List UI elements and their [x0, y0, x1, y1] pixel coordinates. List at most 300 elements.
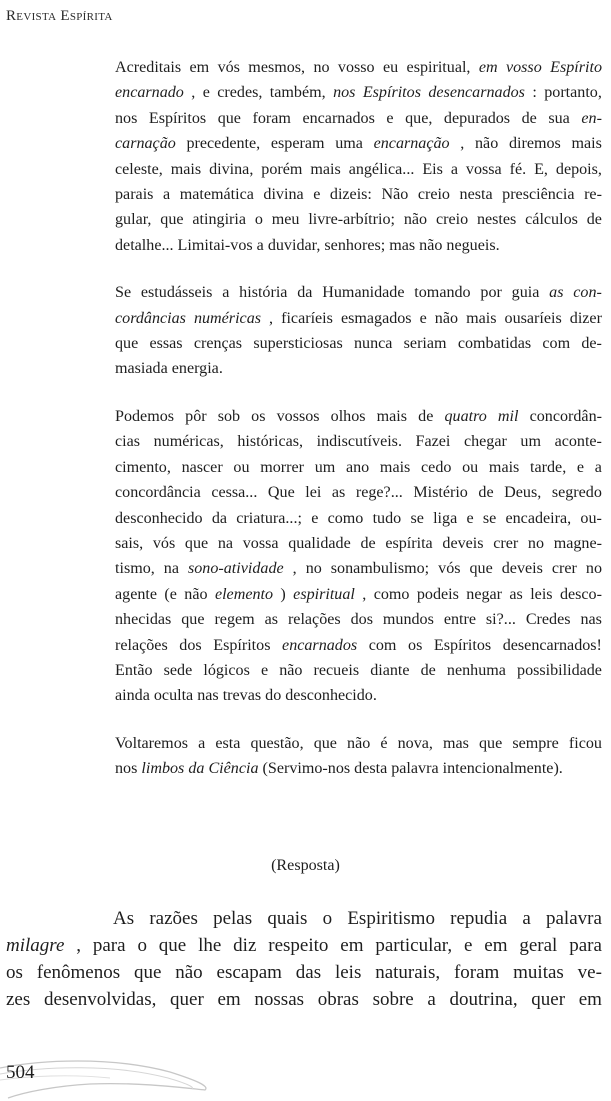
text-run: ficou: [568, 734, 602, 752]
text-run: e: [463, 935, 473, 956]
text-run: dizer: [569, 309, 602, 327]
text-run: no: [305, 560, 322, 578]
text-run: as: [331, 484, 346, 502]
text-line: [115, 233, 602, 258]
text-run: mas: [442, 734, 469, 752]
text-run: também,: [269, 84, 326, 102]
text-run: vosso: [337, 59, 375, 76]
text-run: pôr: [185, 407, 207, 425]
text-run: particular,: [375, 935, 453, 956]
text-run: fenômenos: [36, 962, 121, 983]
text-run: foram: [453, 962, 500, 983]
text-run: milagre: [6, 935, 65, 956]
text-run: esmagados: [340, 309, 412, 327]
quote-paragraph: [115, 280, 602, 382]
text-run: das: [295, 962, 322, 983]
text-run: as: [549, 284, 564, 302]
text-run: gular,: [115, 211, 152, 229]
text-run: quais: [267, 908, 308, 929]
text-run: encarnados: [302, 109, 375, 127]
text-run: magne-: [553, 534, 602, 552]
text-run: essas: [149, 335, 183, 353]
text-run: mais: [170, 160, 202, 178]
text-run: espírita: [385, 534, 433, 552]
text-run: zes: [6, 989, 31, 1010]
text-run: ou: [462, 458, 479, 476]
text-run: que: [469, 560, 493, 578]
text-run: Acreditais: [115, 59, 182, 76]
text-run: divina: [263, 186, 304, 204]
text-run: em: [484, 935, 508, 956]
text-run: não: [175, 962, 203, 983]
text-run: cimento,: [115, 458, 171, 476]
text-run: esperam: [270, 135, 325, 153]
text-run: históricas,: [237, 433, 304, 451]
text-run: cias: [115, 433, 141, 451]
text-run: respeito: [268, 935, 329, 956]
text-run: cedo: [421, 458, 452, 476]
text-run: da: [211, 509, 228, 527]
text-run: liga: [433, 509, 458, 527]
quoted-communication: [115, 55, 602, 782]
text-run: ): [280, 585, 286, 603]
quote-paragraph: [115, 731, 602, 782]
text-run: que: [181, 611, 205, 629]
text-run: não: [347, 734, 371, 752]
text-run: Voltaremos: [115, 734, 189, 752]
text-run: vós: [438, 560, 461, 578]
text-run: morrer: [260, 458, 304, 476]
text-run: as: [509, 585, 523, 603]
text-run: espiritual: [293, 585, 355, 603]
text-line: [115, 404, 602, 429]
text-run: e: [419, 309, 427, 327]
text-line: [6, 986, 602, 1013]
text-run: que,: [405, 109, 433, 127]
text-run: chegar: [463, 433, 507, 451]
text-run: ,: [269, 309, 274, 327]
text-run: não: [403, 211, 428, 229]
text-line: [115, 756, 602, 781]
text-run: Não: [381, 186, 409, 204]
text-run: ,: [292, 560, 297, 578]
text-run: Espíritos: [213, 636, 271, 654]
text-line: [115, 658, 602, 683]
text-line: [115, 633, 602, 658]
text-run: deveis: [442, 534, 484, 552]
text-line: [115, 80, 602, 105]
running-head: Revista Espírita: [6, 8, 113, 24]
text-run: vós: [217, 59, 240, 76]
text-run: aconte-: [554, 433, 602, 451]
text-run: ou-: [580, 509, 602, 527]
text-run: desenvolvidas,: [43, 989, 157, 1010]
text-run: naturais,: [375, 962, 441, 983]
text-run: de: [360, 534, 376, 552]
text-run: cessa...: [211, 484, 258, 502]
text-run: dos: [350, 611, 373, 629]
text-run: encadeira,: [505, 509, 572, 527]
text-line: [115, 480, 602, 505]
text-run: Fazei: [415, 433, 451, 451]
text-run: vós: [152, 534, 176, 552]
text-run: crer: [493, 534, 519, 552]
text-run: um: [314, 458, 336, 476]
text-run: Se: [115, 284, 132, 302]
text-run: geral: [519, 935, 558, 956]
text-run: que: [133, 962, 162, 983]
text-run: mais: [466, 309, 497, 327]
text-run: em: [340, 935, 364, 956]
text-run: não: [279, 661, 303, 679]
text-run: não: [184, 585, 208, 603]
text-run: depois,: [555, 160, 602, 178]
text-run: nascer: [181, 458, 223, 476]
text-run: não: [434, 309, 459, 327]
text-run: espiritual,: [406, 59, 471, 76]
text-run: limbos da Ciência: [141, 760, 259, 778]
text-run: no: [585, 560, 602, 578]
text-run: creio: [435, 211, 469, 229]
text-run: leis: [530, 585, 553, 603]
text-run: negar: [466, 585, 503, 603]
text-run: mil: [497, 407, 519, 425]
text-run: tudo: [372, 509, 402, 527]
text-run: diremos: [508, 135, 561, 153]
text-run: no: [527, 534, 544, 552]
quote-paragraph: [115, 55, 602, 258]
text-run: entre: [443, 611, 476, 629]
text-run: vossa: [242, 534, 279, 552]
text-run: em: [478, 59, 498, 76]
text-run: re-: [584, 186, 602, 204]
text-line: [115, 556, 602, 581]
text-line: [115, 455, 602, 480]
text-run: a: [450, 160, 458, 178]
text-run: Espíritos: [148, 109, 207, 127]
text-run: no: [313, 59, 330, 76]
text-run: da: [297, 284, 313, 302]
text-line: [115, 157, 602, 182]
text-run: e: [576, 458, 585, 476]
text-run: con-: [573, 284, 602, 302]
text-run: na: [217, 534, 234, 552]
text-line: [115, 506, 602, 531]
text-run: olhos: [330, 407, 366, 425]
text-run: com: [368, 636, 397, 654]
text-run: sais,: [115, 534, 144, 552]
text-run: concordância: [115, 484, 201, 502]
text-run: nestes: [476, 211, 517, 229]
text-run: Humanidade: [322, 284, 405, 302]
text-run: com: [542, 335, 571, 353]
text-run: ,: [76, 935, 82, 956]
text-run: Mistério: [413, 484, 468, 502]
page-number: 504: [6, 1062, 35, 1083]
main-body-text: [6, 905, 602, 1013]
text-run: depurados: [443, 109, 511, 127]
text-run: desconhecido: [115, 509, 203, 527]
text-run: nas: [580, 611, 602, 629]
text-run: presciência: [502, 186, 575, 204]
text-run: nossas: [254, 989, 305, 1010]
text-run: nos: [115, 109, 138, 127]
text-run: em: [217, 989, 241, 1010]
text-run: a: [162, 186, 171, 204]
text-run: a: [427, 989, 436, 1010]
text-run: encarnado: [115, 84, 184, 102]
text-run: nova,: [397, 734, 433, 752]
paragraph-gap: [115, 382, 602, 404]
text-run: para: [92, 935, 126, 956]
text-run: sobre: [372, 989, 414, 1010]
text-run: por: [480, 284, 502, 302]
text-run: masiada energia.: [115, 360, 223, 378]
text-run: não: [475, 135, 499, 153]
text-run: em: [189, 59, 210, 76]
text-run: tismo,: [115, 560, 155, 578]
text-run: nunca: [353, 335, 393, 353]
text-run: ousaríeis: [504, 309, 562, 327]
text-run: que: [479, 734, 503, 752]
text-run: pelas: [213, 908, 253, 929]
text-run: (e: [164, 585, 177, 603]
text-run: :: [532, 84, 537, 102]
response-heading: (Resposta): [271, 857, 340, 874]
text-run: podeis: [416, 585, 459, 603]
text-run: foram: [252, 109, 291, 127]
text-run: questão,: [250, 734, 304, 752]
text-run: de: [478, 484, 494, 502]
text-run: os: [408, 636, 423, 654]
text-run: lei: [305, 484, 322, 502]
text-run: Espírito: [550, 59, 602, 76]
text-run: detalhe... Limitai-vos a duvidar, senhores; mas não negueis.: [115, 236, 500, 254]
text-line: [115, 429, 602, 454]
text-run: quatro: [444, 407, 487, 425]
text-run: doutrina,: [449, 989, 518, 1010]
text-run: nesta: [459, 186, 493, 204]
text-run: ,: [362, 585, 367, 603]
text-run: vossa: [465, 160, 502, 178]
text-run: eu: [382, 59, 399, 76]
text-run: nenhuma: [446, 661, 506, 679]
text-run: guia: [511, 284, 540, 302]
text-run: cálculos: [525, 211, 578, 229]
text-run: ainda oculta nas trevas do desconhecido.: [115, 687, 377, 705]
text-run: ficaríeis: [281, 309, 333, 327]
text-run: para: [569, 935, 602, 956]
paragraph-gap: [115, 709, 602, 731]
text-run: crenças: [193, 335, 243, 353]
text-run: de: [521, 109, 537, 127]
text-line: [115, 731, 602, 756]
text-run: de-: [581, 335, 602, 353]
text-run: Espíritos: [433, 636, 492, 654]
text-run: escapam: [216, 962, 282, 983]
text-run: carnação: [115, 135, 176, 153]
text-run: recueis: [313, 661, 360, 679]
text-run: diz: [233, 935, 257, 956]
text-run: esta: [215, 734, 241, 752]
text-run: parais: [115, 186, 154, 204]
text-run: meu: [271, 211, 300, 229]
text-line: [115, 356, 602, 381]
text-run: de: [418, 407, 434, 425]
text-run: (Servimo-nos desta palavra intencionalmente).: [262, 760, 563, 778]
text-run: de: [586, 211, 602, 229]
text-run: seriam: [403, 335, 447, 353]
text-run: relações: [115, 636, 168, 654]
text-run: mais: [488, 458, 520, 476]
text-line: [115, 131, 602, 156]
text-run: Então: [115, 661, 153, 679]
text-run: creio: [417, 186, 450, 204]
text-run: os: [251, 407, 266, 425]
text-line: [6, 932, 602, 959]
text-run: combatidas: [457, 335, 532, 353]
text-run: em: [578, 989, 602, 1010]
text-run: uma: [335, 135, 363, 153]
text-line: [115, 582, 602, 607]
text-run: agente: [115, 585, 157, 603]
text-run: matemática: [179, 186, 254, 204]
text-run: vossos: [276, 407, 320, 425]
text-run: nos: [115, 760, 138, 778]
text-run: a: [522, 908, 531, 929]
text-run: palavra: [545, 908, 602, 929]
text-run: obras: [317, 989, 359, 1010]
quote-paragraph: [115, 404, 602, 709]
text-line: [115, 106, 602, 131]
text-run: desco-: [559, 585, 602, 603]
text-run: ve-: [577, 962, 602, 983]
text-run: livre-arbítrio;: [308, 211, 396, 229]
text-run: Espiritismo: [347, 908, 435, 929]
text-run: o: [322, 908, 333, 929]
text-run: dizeis:: [329, 186, 372, 204]
text-run: mundos: [382, 611, 434, 629]
text-run: e: [466, 509, 474, 527]
text-run: sede: [163, 661, 193, 679]
text-run: tarde,: [530, 458, 567, 476]
text-run: mais: [571, 135, 602, 153]
text-run: o: [137, 935, 147, 956]
text-run: repudia: [450, 908, 508, 929]
text-run: numéricas: [193, 309, 261, 327]
text-run: fé.: [509, 160, 527, 178]
text-run: sua: [548, 109, 570, 127]
text-run: Deus,: [504, 484, 542, 502]
text-run: segredo: [551, 484, 602, 502]
text-run: que: [160, 211, 184, 229]
text-run: que: [115, 335, 139, 353]
text-run: As: [113, 908, 135, 929]
text-run: e: [311, 509, 319, 527]
text-run: a: [222, 284, 230, 302]
text-run: quer: [531, 989, 566, 1010]
text-line: [115, 607, 602, 632]
text-run: rege?...: [355, 484, 403, 502]
text-run: ano: [345, 458, 370, 476]
text-run: razões: [149, 908, 198, 929]
text-run: possibilidade: [517, 661, 602, 679]
text-run: a: [198, 734, 206, 752]
text-run: cordâncias: [115, 309, 186, 327]
text-run: desencarnados: [428, 84, 525, 102]
text-run: é: [380, 734, 388, 752]
text-run: precedente,: [186, 135, 261, 153]
text-run: dos: [179, 636, 202, 654]
text-run: mais: [379, 458, 411, 476]
text-run: sonambulismo;: [330, 560, 430, 578]
text-run: desencarnados!: [502, 636, 602, 654]
text-run: regem: [214, 611, 255, 629]
text-run: elemento: [214, 585, 274, 603]
text-line: [115, 55, 602, 80]
text-run: nhecidas: [115, 611, 172, 629]
text-run: qualidade: [288, 534, 351, 552]
text-run: e: [313, 186, 321, 204]
text-run: e: [386, 109, 394, 127]
text-run: ,: [191, 84, 196, 102]
text-run: Credes: [525, 611, 571, 629]
text-line: [115, 182, 602, 207]
text-run: sono-atividade: [188, 560, 284, 578]
text-run: tomando: [414, 284, 471, 302]
text-run: porém: [261, 160, 303, 178]
text-run: mais: [376, 407, 408, 425]
text-line: [115, 683, 602, 708]
text-run: se: [410, 509, 424, 527]
text-run: nos: [333, 84, 356, 102]
text-run: diante: [370, 661, 410, 679]
text-run: lógicos: [203, 661, 250, 679]
text-run: si?...: [485, 611, 516, 629]
text-line: [115, 306, 602, 331]
text-run: E,: [534, 160, 548, 178]
text-run: e: [260, 661, 269, 679]
text-run: celeste,: [115, 160, 163, 178]
text-run: história: [239, 284, 288, 302]
text-run: divina,: [209, 160, 254, 178]
text-run: que: [217, 109, 241, 127]
text-run: e: [202, 84, 210, 102]
text-run: leis: [334, 962, 362, 983]
text-run: quer: [170, 989, 204, 1010]
text-run: Podemos: [115, 407, 175, 425]
text-run: as: [264, 611, 278, 629]
text-line: [6, 905, 602, 932]
text-run: o: [254, 211, 263, 229]
text-run: criatura...;: [236, 509, 302, 527]
text-run: concordân-: [529, 407, 602, 425]
text-run: mesmos,: [248, 59, 306, 76]
text-run: lhe: [198, 935, 222, 956]
text-run: ou: [233, 458, 250, 476]
text-run: Eis: [422, 160, 443, 178]
text-run: que: [313, 734, 337, 752]
text-run: relações: [287, 611, 341, 629]
text-run: credes,: [217, 84, 263, 102]
text-run: se: [482, 509, 497, 527]
text-line: [6, 959, 602, 986]
text-run: sempre: [512, 734, 559, 752]
text-run: que: [184, 534, 209, 552]
text-run: a: [594, 458, 602, 476]
text-run: os: [6, 962, 23, 983]
text-run: atingiria: [192, 211, 247, 229]
